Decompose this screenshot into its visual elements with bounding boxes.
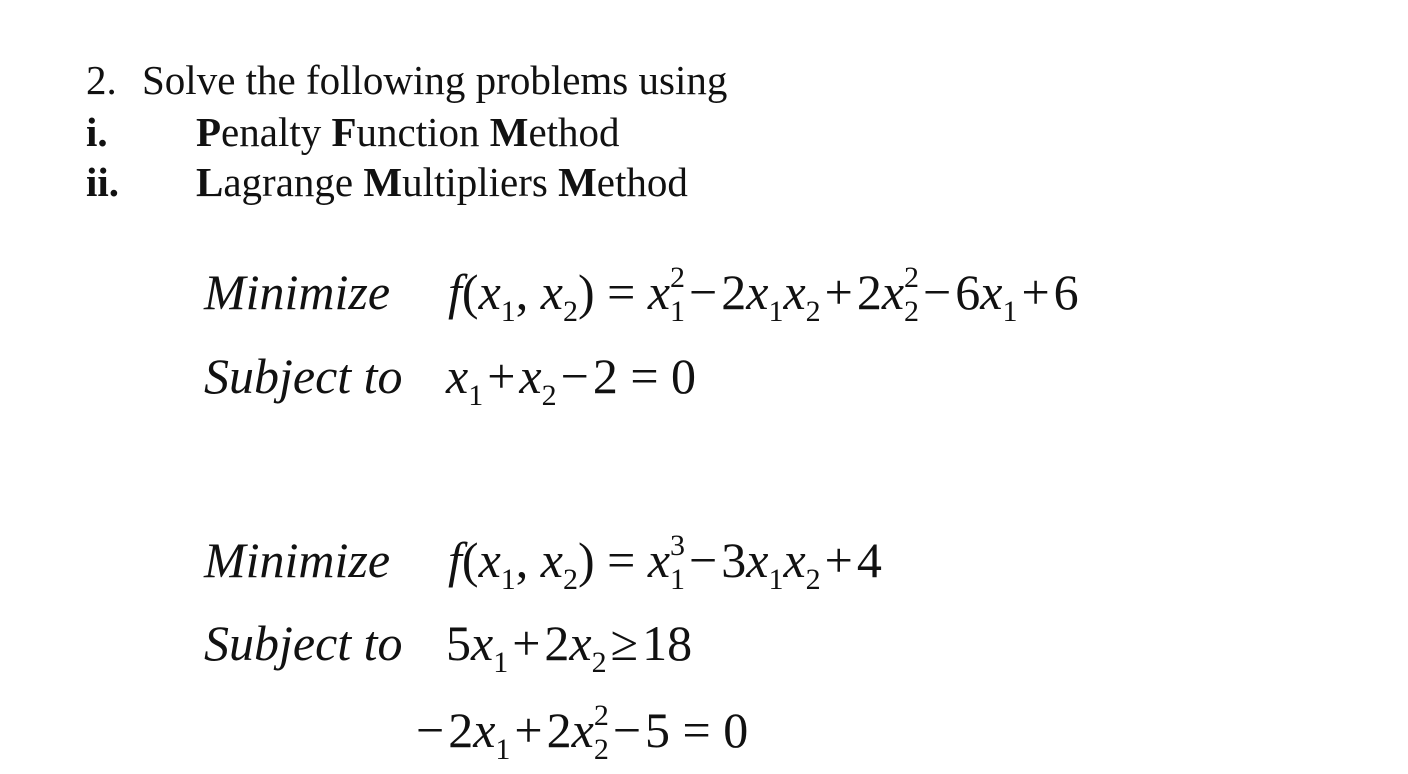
problem-number: 2. xyxy=(86,57,117,103)
problem-1-objective: Minimize $f(x_1$, $x_2) = x_1^2-2x_1x_2+2x_2^2-6x_1+6$ xyxy=(204,261,1079,328)
problem-2-constraint-2: $-2x_1+2x_2^2-5 = 0$ xyxy=(416,699,749,766)
problem-instruction: Solve the following problems using xyxy=(142,57,728,103)
problem-2-objective: Minimize $f(x_1$, $x_2) = x_1^3-3x_1x_2+4$ xyxy=(204,529,882,596)
constraint-keyword: Subject to xyxy=(204,348,403,404)
method-item-penalty: i. Penalty Function Method xyxy=(86,109,620,155)
problem-2-constraint-1: Subject to $5x_1+2x_2\ge 18$ xyxy=(204,615,693,679)
constraint-keyword: Subject to xyxy=(204,615,403,671)
objective-keyword: Minimize xyxy=(204,264,391,320)
problem-heading xyxy=(86,56,727,104)
list-marker: ii. xyxy=(86,159,120,205)
method-item-lagrange: ii. Lagrange Multipliers Method xyxy=(86,159,688,205)
problem-1-constraint: Subject to $x_1+x_2-2 = 0$ xyxy=(204,348,697,412)
objective-keyword: Minimize xyxy=(204,532,391,588)
list-marker: i. xyxy=(86,109,108,155)
